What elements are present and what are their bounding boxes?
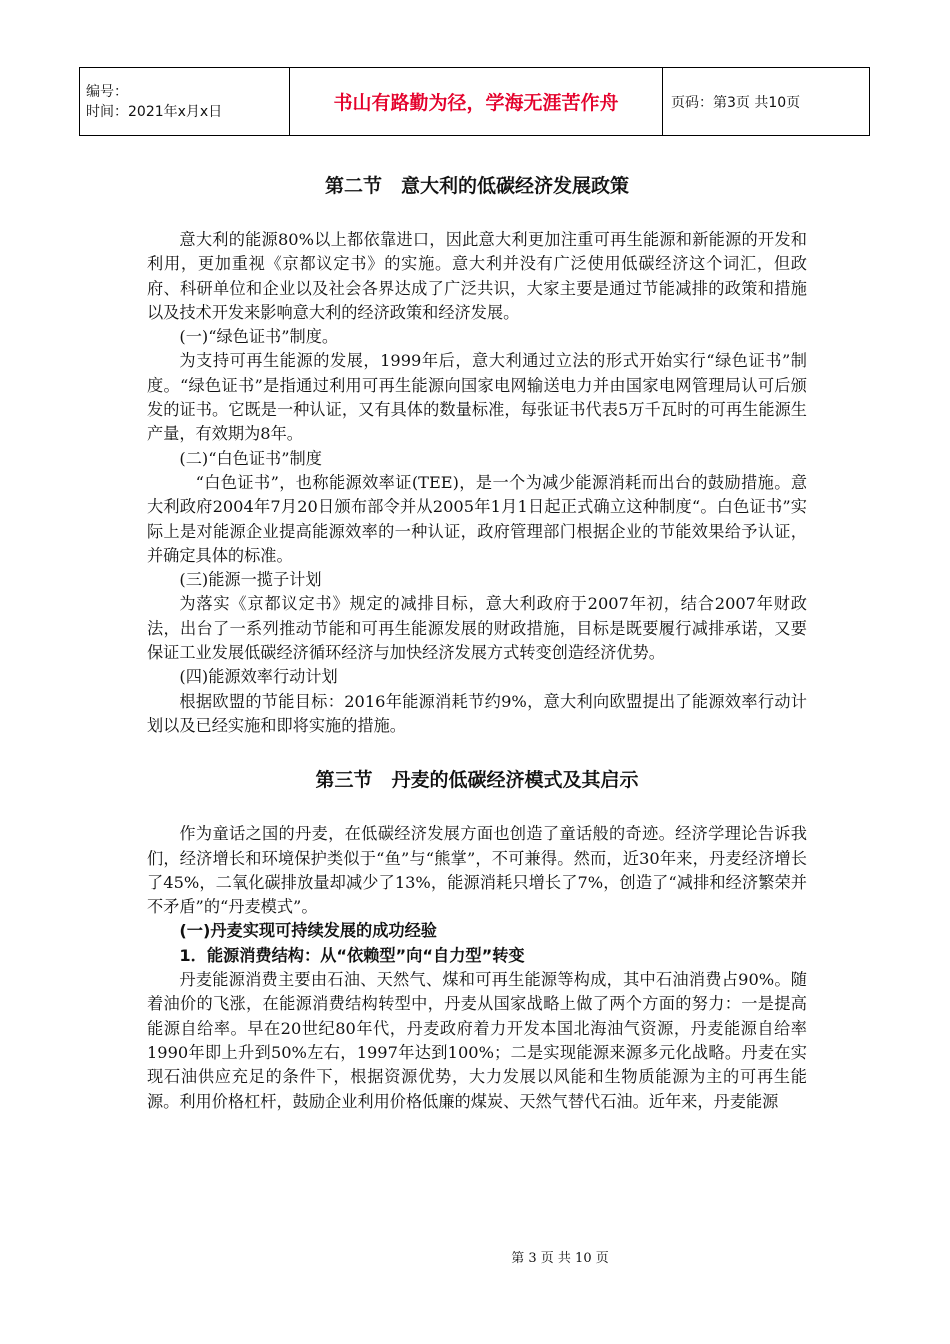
page-footer: 第 3 页 共 10 页: [511, 1251, 609, 1266]
paragraph: 为支持可再生能源的发展，1999年后，意大利通过立法的形式开始实行“绿色证书”制度。“绿色证书”是指通过利用可再生能源向国家电网输送电力并由国家电网管理局认可后颁发的证书。它既是一种认证，又有具体的数量标准，每张证书代表5万千瓦时的可再生能源生产量，有效期为8年。: [147, 351, 807, 444]
document-header: [79, 67, 870, 136]
section-title: 第三节 丹麦的低碳经济模式及其启示: [315, 769, 639, 792]
document-body: [147, 166, 807, 1114]
header-meta-cell: [80, 68, 290, 136]
subheading: (三)能源一揽子计划: [179, 570, 322, 590]
subheading: (二)“白色证书”制度: [179, 448, 322, 468]
subheading: 1．能源消费结构：从“依赖型”向“自力型”转变: [179, 945, 525, 965]
date-label: 时间：2021年x月x日: [86, 103, 223, 120]
paragraph: “白色证书”，也称能源效率证(TEE)，是一个为减少能源消耗而出台的鼓励措施。意大利政府2004年7月20日颁布部令并从2005年1月1日起正式确立这种制度“。白色证书”实际上是对能源企业提高能源效率的一种认证，政府管理部门根据企业的节能效果给予认证，并确定具体的标准。: [147, 472, 807, 565]
paragraph: 作为童话之国的丹麦，在低碳经济发展方面也创造了童话般的奇迹。经济学理论告诉我们，经济增长和环境保护类似于“鱼”与“熊掌”，不可兼得。然而，近30年来，丹麦经济增长了45%，二氧化碳排放量却减少了13%，能源消耗只增长了7%，创造了“减排和经济繁荣并不矛盾”的“丹麦模式”。: [147, 824, 807, 917]
subheading: (一)“绿色证书”制度。: [179, 327, 339, 347]
serial-label: 编号：: [86, 83, 128, 100]
paragraph: 丹麦能源消费主要由石油、天然气、煤和可再生能源等构成，其中石油消费占90%。随着油价的飞涨，在能源消费结构转型中，丹麦从国家战略上做了两个方面的努力：一是提高能源自给率。早在20世纪80年代，丹麦政府着力开发本国北海油气资源，丹麦能源自给率1990年即上升到50%左右，1997年达到100%；二是实现能源来源多元化战略。丹麦在实现石油供应充足的条件下，根据资源优势，大力发展以风能和生物质能源为主的可再生能源。利用价格杠杆，鼓励企业利用价格低廉的煤炭、天然气替代石油。近年来，丹麦能源: [147, 970, 807, 1111]
paragraph: 为落实《京都议定书》规定的减排目标，意大利政府于2007年初，结合2007年财政法，出台了一系列推动节能和可再生能源发展的财政措施，目标是既要履行减排承诺，又要保证工业发展低碳经济循环经济与加快经济发展方式转变创造经济优势。: [147, 594, 807, 663]
subheading: (四)能源效率行动计划: [179, 667, 338, 687]
section-title: 第二节 意大利的低碳经济发展政策: [324, 175, 629, 197]
header-motto: 书山有路勤为径，学海无涯苦作舟: [290, 68, 663, 136]
paragraph: 意大利的能源80%以上都依靠进口，因此意大利更加注重可再生能源和新能源的开发和利用，更加重视《京都议定书》的实施。意大利并没有广泛使用低碳经济这个词汇，但政府、科研单位和企业以及社会各界达成了广泛共识，大家主要是通过节能减排的政策和措施以及技术开发来影响意大利的经济政策和经济发展。: [147, 230, 807, 322]
header-page-info: 页码：第3页 共10页: [663, 68, 870, 136]
paragraph: 根据欧盟的节能目标：2016年能源消耗节约9%，意大利向欧盟提出了能源效率行动计划以及已经实施和即将实施的措施。: [147, 691, 807, 735]
subheading: (一)丹麦实现可持续发展的成功经验: [179, 921, 437, 941]
